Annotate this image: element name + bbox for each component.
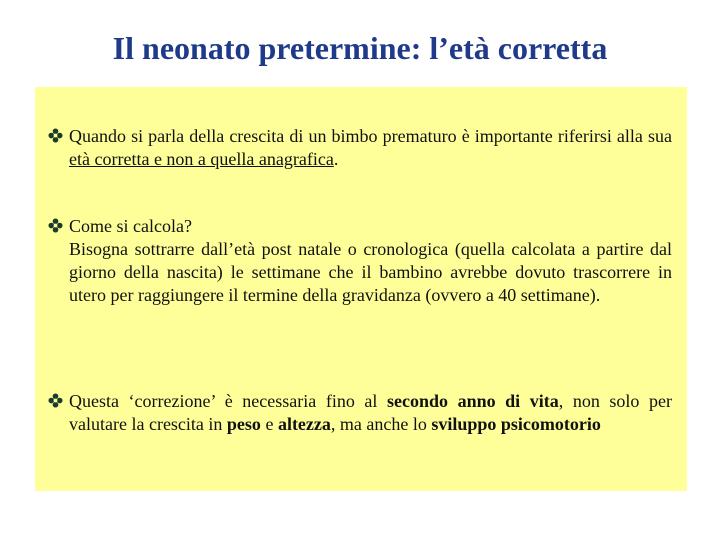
bullet-item — [48, 390, 672, 436]
bold-phrase: sviluppo psicomotorio — [431, 414, 601, 434]
diamond-clover-bullet-icon — [48, 218, 63, 233]
bullet-item — [48, 125, 672, 171]
diamond-clover-bullet-icon — [48, 128, 63, 143]
bullet-item — [48, 215, 672, 307]
diamond-clover-bullet-icon — [48, 393, 63, 408]
bullet-text: Questa ‘correzione’ è necessaria fino al secondo anno di vita, non solo per valutare la crescita in peso e altezza, ma anche lo sviluppo psicomotorio — [69, 391, 672, 434]
bold-phrase: secondo anno di vita — [386, 391, 559, 411]
content-panel — [35, 87, 687, 491]
underlined-phrase: età corretta e non a quella anagrafica — [69, 149, 334, 169]
bold-phrase: peso — [226, 414, 261, 434]
slide-title: Il neonato pretermine: l’età corretta — [112, 30, 608, 66]
bullet-question: Come si calcola? — [69, 216, 192, 236]
bold-phrase: altezza — [277, 414, 331, 434]
bullet-text: Quando si parla della crescita di un bimbo prematuro è importante riferirsi alla sua età corretta e non a quella anagrafica. — [69, 126, 672, 169]
bullet-answer: Bisogna sottrarre dall’età post natale o cronologica (quella calcolata a partire dal giorno della nascita) le settimane che il bambino avrebbe dovuto trascorrere in utero per raggiungere il termine della gravidanza (ovvero a 40 settimane). — [69, 239, 672, 305]
